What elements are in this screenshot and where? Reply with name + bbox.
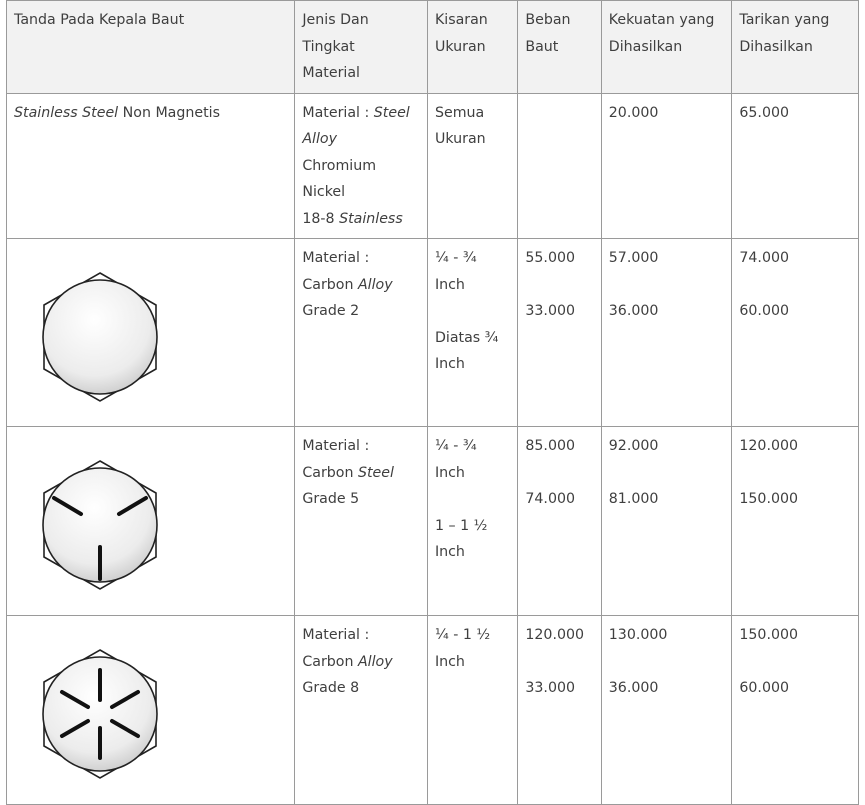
- cell-load: 85.000 74.000: [518, 427, 601, 616]
- bolt-head-3-lines-icon: [41, 459, 159, 591]
- cell-yield: 92.000 81.000: [601, 427, 732, 616]
- table-header-row: [7, 1, 859, 94]
- header-load: Beban Baut: [518, 1, 601, 94]
- table-row: [7, 93, 859, 239]
- header-marking: Tanda Pada Kepala Baut: [7, 1, 295, 94]
- cell-tensile: 65.000: [732, 93, 859, 239]
- cell-size: ¼ - 1 ½ Inch: [427, 616, 517, 805]
- cell-material: Material : Carbon Alloy Grade 8: [295, 616, 428, 805]
- cell-tensile: 120.000 150.000: [732, 427, 859, 616]
- cell-marking: [7, 616, 295, 805]
- cell-size: ¼ - ¾ Inch 1 – 1 ½ Inch: [427, 427, 517, 616]
- cell-marking: [7, 239, 295, 427]
- header-tensile: Tarikan yang Dihasilkan: [732, 1, 859, 94]
- cell-material: Material : Carbon Alloy Grade 2: [295, 239, 428, 427]
- bolt-head-no-marking-icon: [41, 271, 159, 403]
- cell-load: [518, 93, 601, 239]
- header-material: Jenis Dan Tingkat Material: [295, 1, 428, 94]
- cell-material: Material : Carbon Steel Grade 5: [295, 427, 428, 616]
- cell-material: Material : Steel Alloy Chromium Nickel 18-8 Stainless: [295, 93, 428, 239]
- table-row: [7, 616, 859, 805]
- cell-yield: 57.000 36.000: [601, 239, 732, 427]
- cell-marking: [7, 427, 295, 616]
- cell-tensile: 74.000 60.000: [732, 239, 859, 427]
- cell-size: ¼ - ¾ Inch Diatas ¾ Inch: [427, 239, 517, 427]
- cell-tensile: 150.000 60.000: [732, 616, 859, 805]
- cell-size: Semua Ukuran: [427, 93, 517, 239]
- table-row: [7, 427, 859, 616]
- cell-marking: Stainless Steel Non Magnetis: [7, 93, 295, 239]
- cell-yield: 130.000 36.000: [601, 616, 732, 805]
- bolt-head-6-lines-icon: [41, 648, 159, 780]
- cell-load: 55.000 33.000: [518, 239, 601, 427]
- table-row: [7, 239, 859, 427]
- cell-load: 120.000 33.000: [518, 616, 601, 805]
- header-yield: Kekuatan yang Dihasilkan: [601, 1, 732, 94]
- bolt-grade-table: [6, 0, 859, 805]
- cell-yield: 20.000: [601, 93, 732, 239]
- header-size: Kisaran Ukuran: [427, 1, 517, 94]
